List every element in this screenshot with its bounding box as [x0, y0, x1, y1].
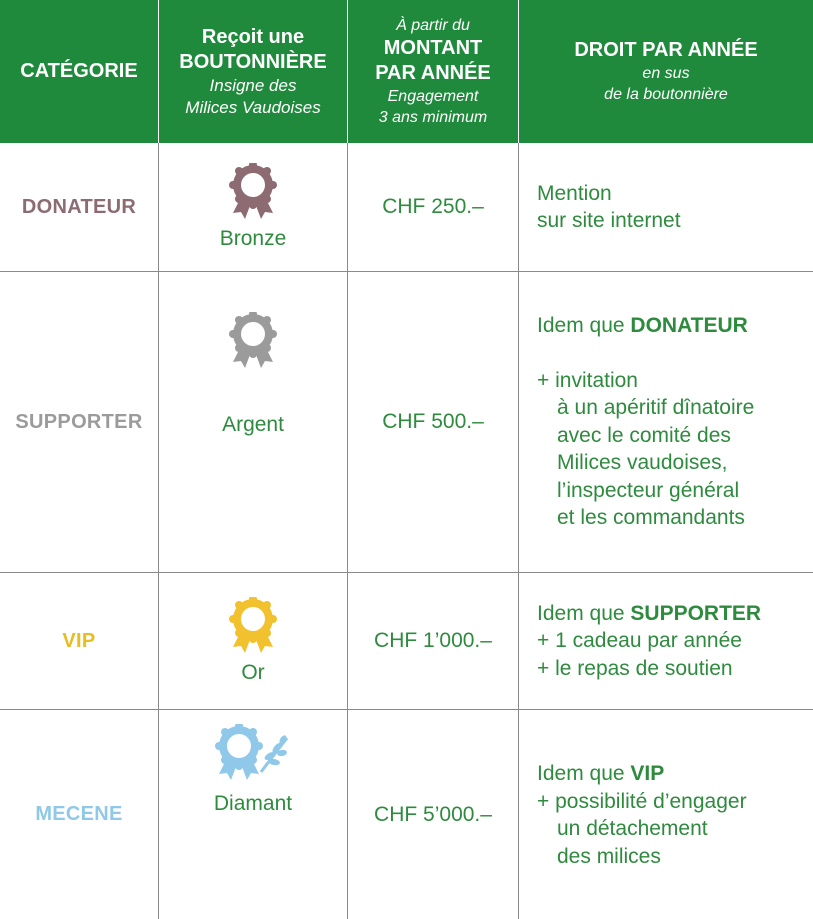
amount-cell — [348, 143, 519, 271]
category-cell — [0, 710, 159, 919]
medal-cell — [159, 272, 348, 572]
amount-cell — [348, 573, 519, 709]
medal-label: Bronze — [219, 227, 287, 250]
header-boutonniere: Reçoit une BOUTONNIÈRE Insigne des Milices Vaudoises — [159, 0, 348, 143]
table-row — [0, 710, 813, 919]
medal-label: Argent — [222, 413, 284, 436]
category-cell — [0, 272, 159, 572]
header-amount: À partir du MONTANT PAR ANNÉE Engagement 3 ans minimum — [348, 0, 519, 143]
medal-label: Or — [241, 661, 265, 684]
category-cell — [0, 143, 159, 271]
amount-value: CHF 500.– — [382, 410, 484, 433]
category-label: DONATEUR — [21, 195, 137, 218]
rights-cell: Mention sur site internet — [537, 181, 681, 232]
header-rights: DROIT PAR ANNÉE en sus de la boutonnière — [574, 39, 758, 103]
category-label: MECENE — [35, 803, 123, 825]
header-category: CATÉGORIE — [0, 0, 159, 143]
amount-cell — [348, 272, 519, 572]
amount-cell — [348, 710, 519, 919]
medal-cell — [159, 573, 348, 709]
rosette-with-laurel-icon — [215, 724, 291, 784]
category-cell — [0, 573, 159, 709]
rights-cell: Idem que VIP + possibilité d’engager un détachement des milices — [537, 762, 747, 868]
table-row — [0, 272, 813, 573]
medal-cell — [159, 710, 348, 919]
rights-cell: Idem que DONATEUR + invitation à un apéritif dînatoire avec le comité des Milices vaudoises, l’inspecteur général et les commandants — [537, 314, 755, 530]
medal-cell — [159, 143, 348, 271]
rights-cell: Idem que SUPPORTER + 1 cadeau par année + le repas de soutien — [537, 601, 762, 680]
rosette-icon — [229, 163, 277, 221]
amount-value: CHF 250.– — [382, 195, 484, 218]
category-label: SUPPORTER — [15, 410, 143, 433]
table-row — [0, 573, 813, 710]
amount-value: CHF 1’000.– — [374, 629, 492, 652]
medal-label: Diamant — [213, 792, 293, 815]
rosette-icon — [229, 597, 277, 655]
table-header — [0, 0, 813, 143]
rosette-icon — [229, 312, 277, 370]
amount-value: CHF 5’000.– — [374, 802, 492, 826]
table-row — [0, 143, 813, 272]
category-label: VIP — [62, 629, 96, 652]
